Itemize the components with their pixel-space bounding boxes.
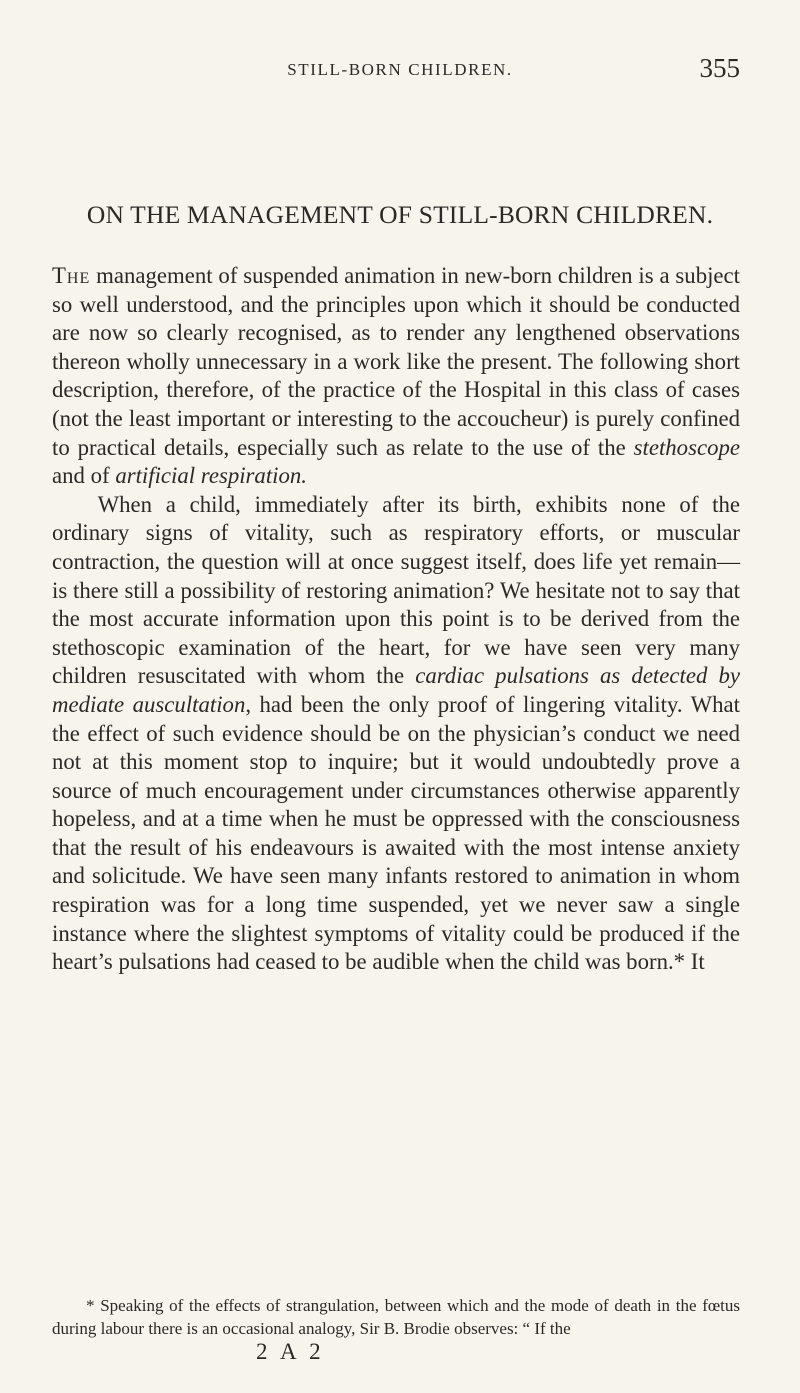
paragraph-2-text-b: , had been the only proof of lingering vitality. What the effect of such evidence should be on the physician’s conduct we need not at this moment stop to inquire; but it would undoubtedly prove a source of much encouragement under circumstances otherwise apparently hopeless, and at a time when he must be oppressed with the consciousness that the result of his endeavours is awaited with the most intense anxiety and solicitude. We have seen many infants restored to animation in whom respiration was for a long time suspended, yet we never saw a single instance where the slightest symptoms of vitality could be produced if the heart’s pulsations had ceased to be audible when the child was born.* It	[52, 691, 740, 975]
signature-mark: 2 A 2	[256, 1339, 325, 1364]
paragraph-2-italic-cardiac-pulsations: cardiac pulsations as detected by mediate auscultation	[52, 663, 740, 717]
paragraph-1-text-b: and of	[52, 463, 116, 489]
paragraph-1-italic-stethoscope: stethoscope	[633, 434, 740, 460]
paragraph-1	[52, 262, 740, 491]
paragraph-1-text-a: management of suspended animation in new-born children is a subject so well understood, and the principles upon which it should be conducted are now so clearly recognised, as to render any lengthened observations thereon wholly unnecessary in a work like the present. The following short description, therefore, of the practice of the Hospital in this class of cases (not the least important or interesting to the accoucheur) is purely confined to practical details, especially such as relate to the use of the	[52, 263, 740, 460]
paragraph-1-italic-artificial-respiration: artificial respiration.	[115, 463, 307, 489]
page-number: 355	[699, 53, 740, 83]
footnote	[52, 1294, 740, 1340]
paragraph-1-first-word: The	[52, 263, 91, 288]
running-head	[60, 53, 740, 88]
paragraph-2-text-a: When a child, immediately after its birth, exhibits none of the ordinary signs of vitality, such as respiratory efforts, or muscular contraction, the question will at once suggest itself, does life yet remain—is there still a possibility of restoring animation? We hesitate not to say that the most accurate information upon this point is to be derived from the stethoscopic examination of the heart, for we have seen very many children resuscitated with whom the	[52, 491, 740, 689]
chapter-title: ON THE MANAGEMENT OF STILL-BORN CHILDREN.	[86, 200, 714, 229]
running-head-title: STILL-BORN CHILDREN.	[287, 60, 513, 79]
body-text	[52, 262, 740, 977]
footnote-text: * Speaking of the effects of strangulation, between which and the mode of death in the fœtus during labour there is an occasional analogy, Sir B. Brodie observes: “ If the	[52, 1296, 740, 1338]
paragraph-2	[52, 491, 740, 977]
